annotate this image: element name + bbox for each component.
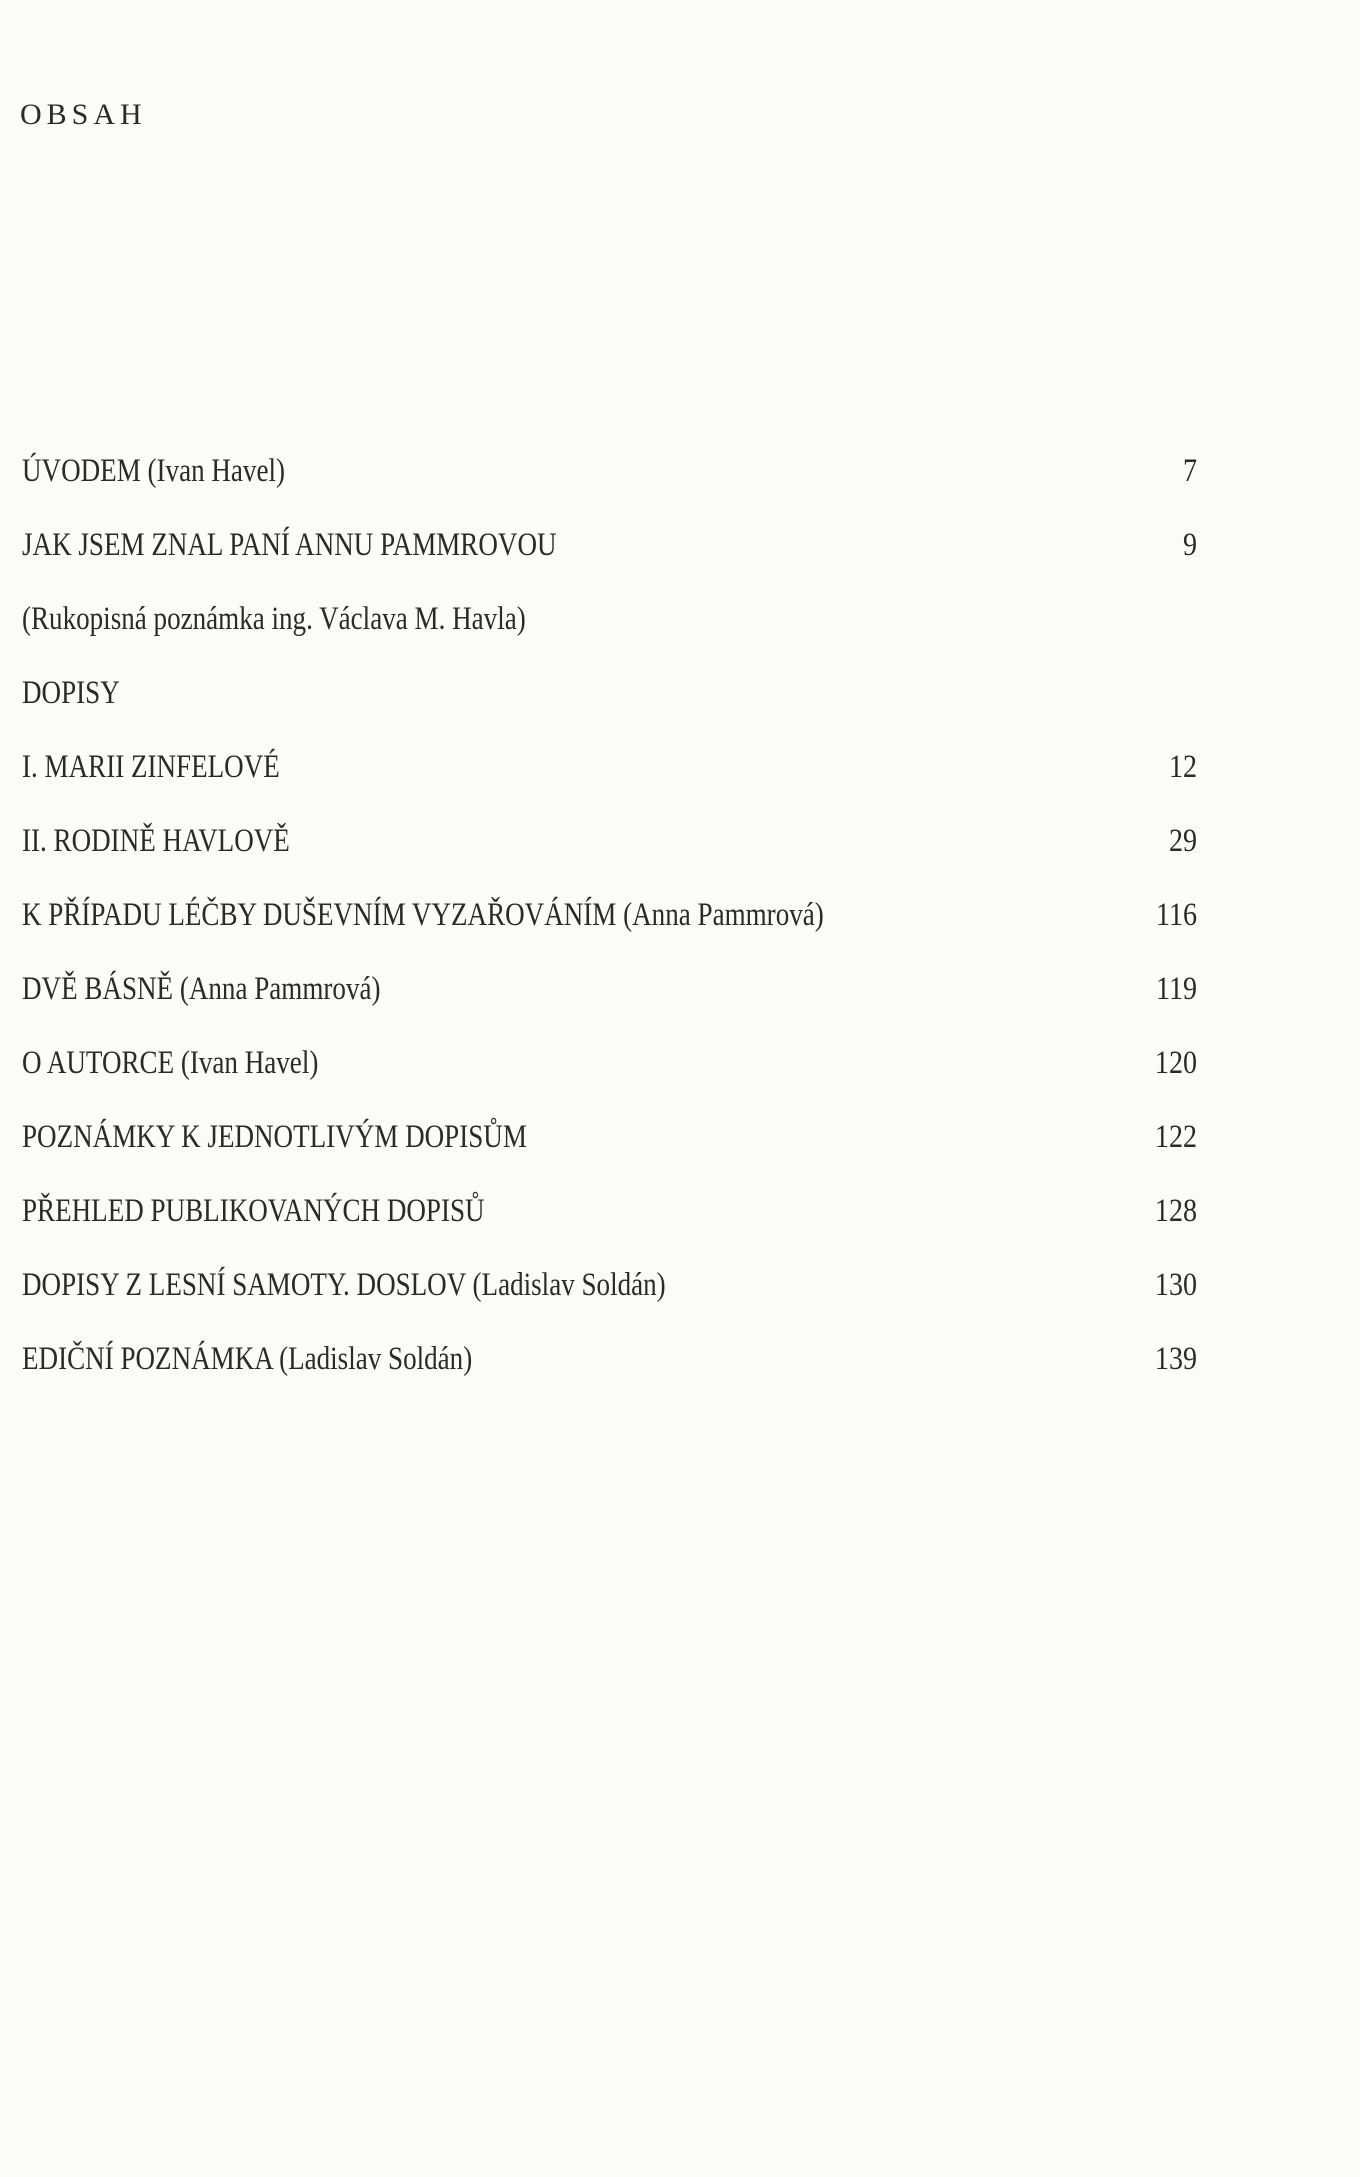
toc-entry-title: ÚVODEM (Ivan Havel) [22, 453, 286, 489]
toc-entry-page: 9 [1182, 527, 1197, 563]
toc-entry-page: 122 [1154, 1119, 1197, 1155]
toc-entry-title: PŘEHLED PUBLIKOVANÝCH DOPISŮ [22, 1193, 485, 1229]
toc-entry [22, 825, 1197, 899]
toc-entry-page: 12 [1168, 749, 1197, 785]
toc-entry-title: POZNÁMKY K JEDNOTLIVÝM DOPISŮM [22, 1119, 527, 1155]
toc-entry [22, 1343, 1197, 1417]
toc-entry-page: 130 [1154, 1267, 1197, 1303]
toc-entry-title: O AUTORCE (Ivan Havel) [22, 1045, 319, 1081]
toc-entry [22, 455, 1197, 529]
toc-entry [22, 1121, 1197, 1195]
toc-entry-title: EDIČNÍ POZNÁMKA (Ladislav Soldán) [22, 1341, 473, 1377]
toc-entry [22, 1269, 1197, 1343]
toc-entry [22, 973, 1197, 1047]
toc-entry-page: 128 [1154, 1193, 1197, 1229]
table-of-contents [22, 455, 1197, 1417]
toc-entry-title: II. RODINĚ HAVLOVĚ [22, 823, 290, 859]
toc-entry-page: 120 [1154, 1045, 1197, 1081]
toc-entry [22, 603, 1197, 677]
toc-entry [22, 677, 1197, 751]
toc-entry-title: (Rukopisná poznámka ing. Václava M. Havla) [22, 601, 526, 637]
toc-entry-page: 139 [1154, 1341, 1197, 1377]
toc-entry [22, 751, 1197, 825]
toc-entry [22, 529, 1197, 603]
toc-entry-page: 119 [1155, 971, 1197, 1007]
toc-entry-title: DVĚ BÁSNĚ (Anna Pammrová) [22, 971, 381, 1007]
toc-entry [22, 1047, 1197, 1121]
toc-entry-title: K PŘÍPADU LÉČBY DUŠEVNÍM VYZAŘOVÁNÍM (Anna Pammrová) [22, 897, 824, 933]
toc-entry [22, 1195, 1197, 1269]
toc-entry-title: DOPISY [22, 675, 120, 711]
toc-entry [22, 899, 1197, 973]
toc-entry-title: I. MARII ZINFELOVÉ [22, 749, 280, 785]
toc-entry-page: 29 [1168, 823, 1197, 859]
toc-entry-title: DOPISY Z LESNÍ SAMOTY. DOSLOV (Ladislav Soldán) [22, 1267, 666, 1303]
toc-entry-page: 7 [1182, 453, 1197, 489]
toc-entry-page: 116 [1155, 897, 1197, 933]
contents-heading: OBSAH [20, 98, 147, 131]
toc-entry-title: JAK JSEM ZNAL PANÍ ANNU PAMMROVOU [22, 527, 557, 563]
